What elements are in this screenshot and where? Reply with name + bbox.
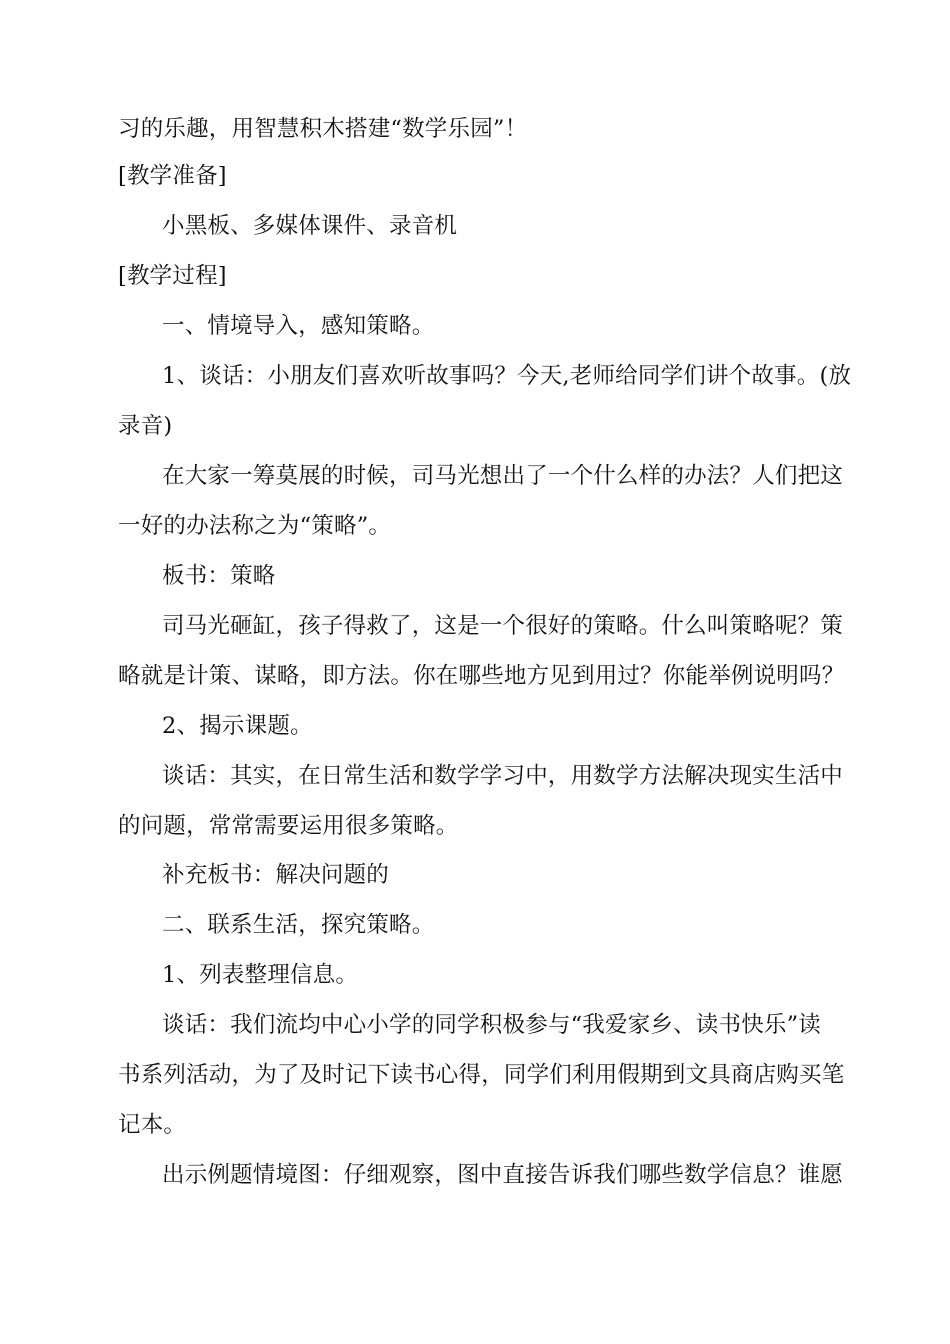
text-line: 出示例题情境图：仔细观察，图中直接告诉我们哪些数学信息？谁愿	[162, 1162, 844, 1188]
text-line: 在大家一筹莫展的时候，司马光想出了一个什么样的办法？人们把这	[162, 463, 844, 489]
text-line: 1、谈话：小朋友们喜欢听故事吗？今天,老师给同学们讲个故事。(放	[162, 363, 852, 389]
text-line: 习的乐趣，用智慧积木搭建“数学乐园”！	[118, 116, 528, 142]
section-heading-preparation: [教学准备]	[118, 163, 227, 189]
text-line: 书系列活动，为了及时记下读书心得，同学们利用假期到文具商店购买笔	[118, 1062, 845, 1088]
text-line: 司马光砸缸，孩子得救了，这是一个很好的策略。什么叫策略呢？策	[162, 613, 844, 639]
text-line: 谈话：其实，在日常生活和数学学习中，用数学方法解决现实生活中	[162, 763, 844, 789]
text-line: 小黑板、多媒体课件、录音机	[162, 213, 458, 239]
text-line: 录音)	[118, 413, 173, 439]
text-line: 二、联系生活，探究策略。	[162, 912, 435, 938]
text-line: 谈话：我们流均中心小学的同学积极参与“我爱家乡、读书快乐”读	[162, 1012, 822, 1038]
text-line: 的问题，常常需要运用很多策略。	[118, 813, 459, 839]
text-line: 2、揭示课题。	[162, 713, 313, 739]
text-line: 记本。	[118, 1112, 187, 1138]
section-heading-process: [教学过程]	[118, 263, 227, 289]
text-line: 板书：策略	[162, 563, 276, 589]
text-line: 一、情境导入，感知策略。	[162, 313, 435, 339]
text-line: 略就是计策、谋略，即方法。你在哪些地方见到用过？你能举例说明吗？	[118, 663, 845, 689]
text-line: 1、列表整理信息。	[162, 962, 359, 988]
text-line: 补充板书：解决问题的	[162, 862, 390, 888]
text-line: 一好的办法称之为“策略”。	[118, 513, 392, 539]
